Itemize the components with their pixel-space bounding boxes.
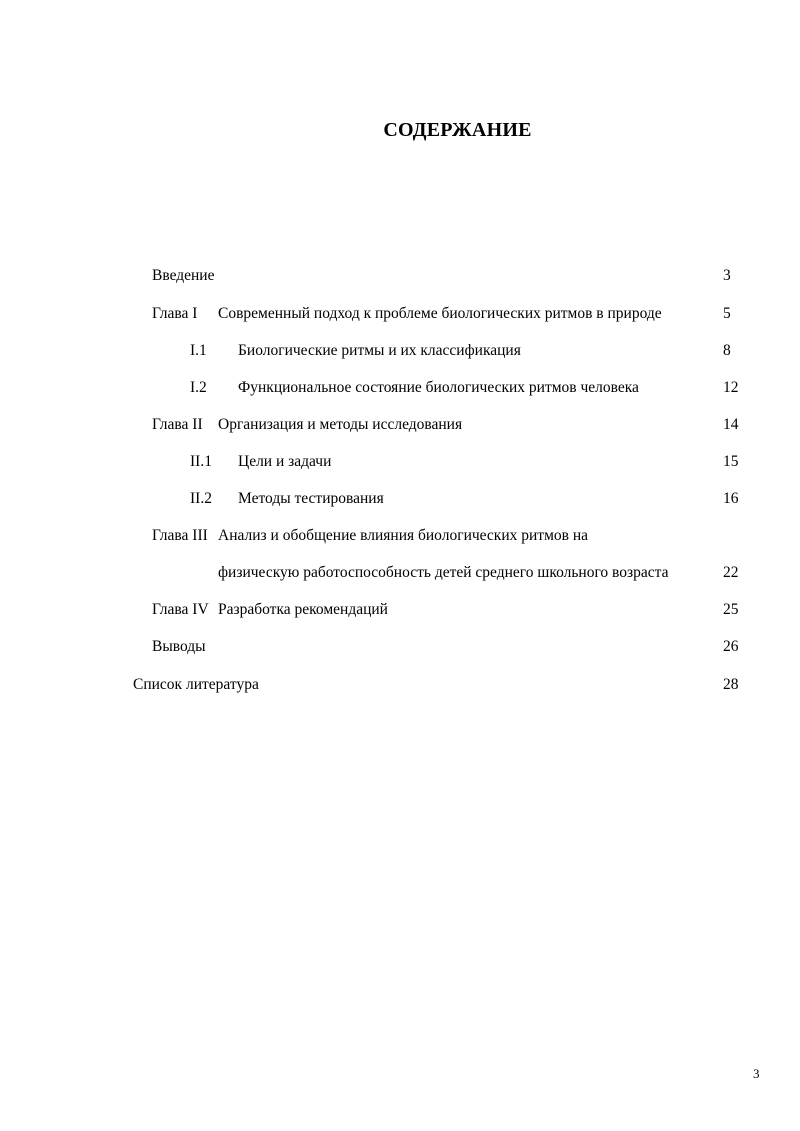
toc-entry-text: Введение [152,267,215,284]
toc-entry-label: Глава II [152,416,203,433]
toc-entry-label: Глава IV [152,601,209,618]
toc-entry-text: Методы тестирования [238,490,384,507]
toc-entry-text: Анализ и обобщение влияния биологических ритмов на [218,527,589,544]
toc-entry-section-2-2 [0,487,800,511]
toc-entry-label: I.1 [190,342,207,359]
toc-entry-text: Цели и задачи [238,453,332,470]
toc-entry-text: Биологические ритмы и их классификация [238,342,521,359]
toc-entry-label: Глава I [152,305,198,322]
toc-entry-text: физическую работоспособность детей среднего школьного возраста [218,564,669,581]
toc-entry-page: 14 [723,416,739,433]
toc-entry-bibliography [0,673,800,697]
toc-entry-introduction [0,264,800,288]
toc-entry-chapter-1 [0,302,800,326]
toc-entry-text: Функциональное состояние биологических ритмов человека [238,379,639,396]
toc-entry-chapter-4 [0,598,800,622]
toc-entry-chapter-2 [0,413,800,437]
toc-entry-conclusions [0,635,800,659]
toc-entry-text: Выводы [152,638,206,655]
toc-entry-chapter-3-continued [0,561,800,585]
toc-entry-page: 16 [723,490,739,507]
toc-entry-page: 8 [723,342,731,359]
toc-entry-chapter-3 [0,524,800,548]
toc-entry-section-1-1 [0,339,800,363]
toc-entry-label: II.2 [190,490,212,507]
toc-entry-text: Список литература [133,676,259,693]
toc-entry-section-2-1 [0,450,800,474]
toc-entry-page: 28 [723,676,739,693]
toc-entry-label: I.2 [190,379,207,396]
toc-entry-text: Современный подход к проблеме биологических ритмов в природе [218,305,662,322]
toc-entry-label: Глава III [152,527,208,544]
toc-entry-text: Разработка рекомендаций [218,601,388,618]
toc-entry-page: 25 [723,601,739,618]
toc-entry-page: 12 [723,379,739,396]
toc-entry-label: II.1 [190,453,212,470]
toc-entry-text: Организация и методы исследования [218,416,463,433]
toc-entry-page: 15 [723,453,739,470]
page-title: СОДЕРЖАНИЕ [383,119,532,141]
page-number: 3 [753,1066,760,1081]
toc-entry-page: 5 [723,305,731,322]
toc-entry-section-1-2 [0,376,800,400]
toc-entry-page: 3 [723,267,731,284]
toc-entry-page: 26 [723,638,739,655]
toc-entry-page: 22 [723,564,739,581]
